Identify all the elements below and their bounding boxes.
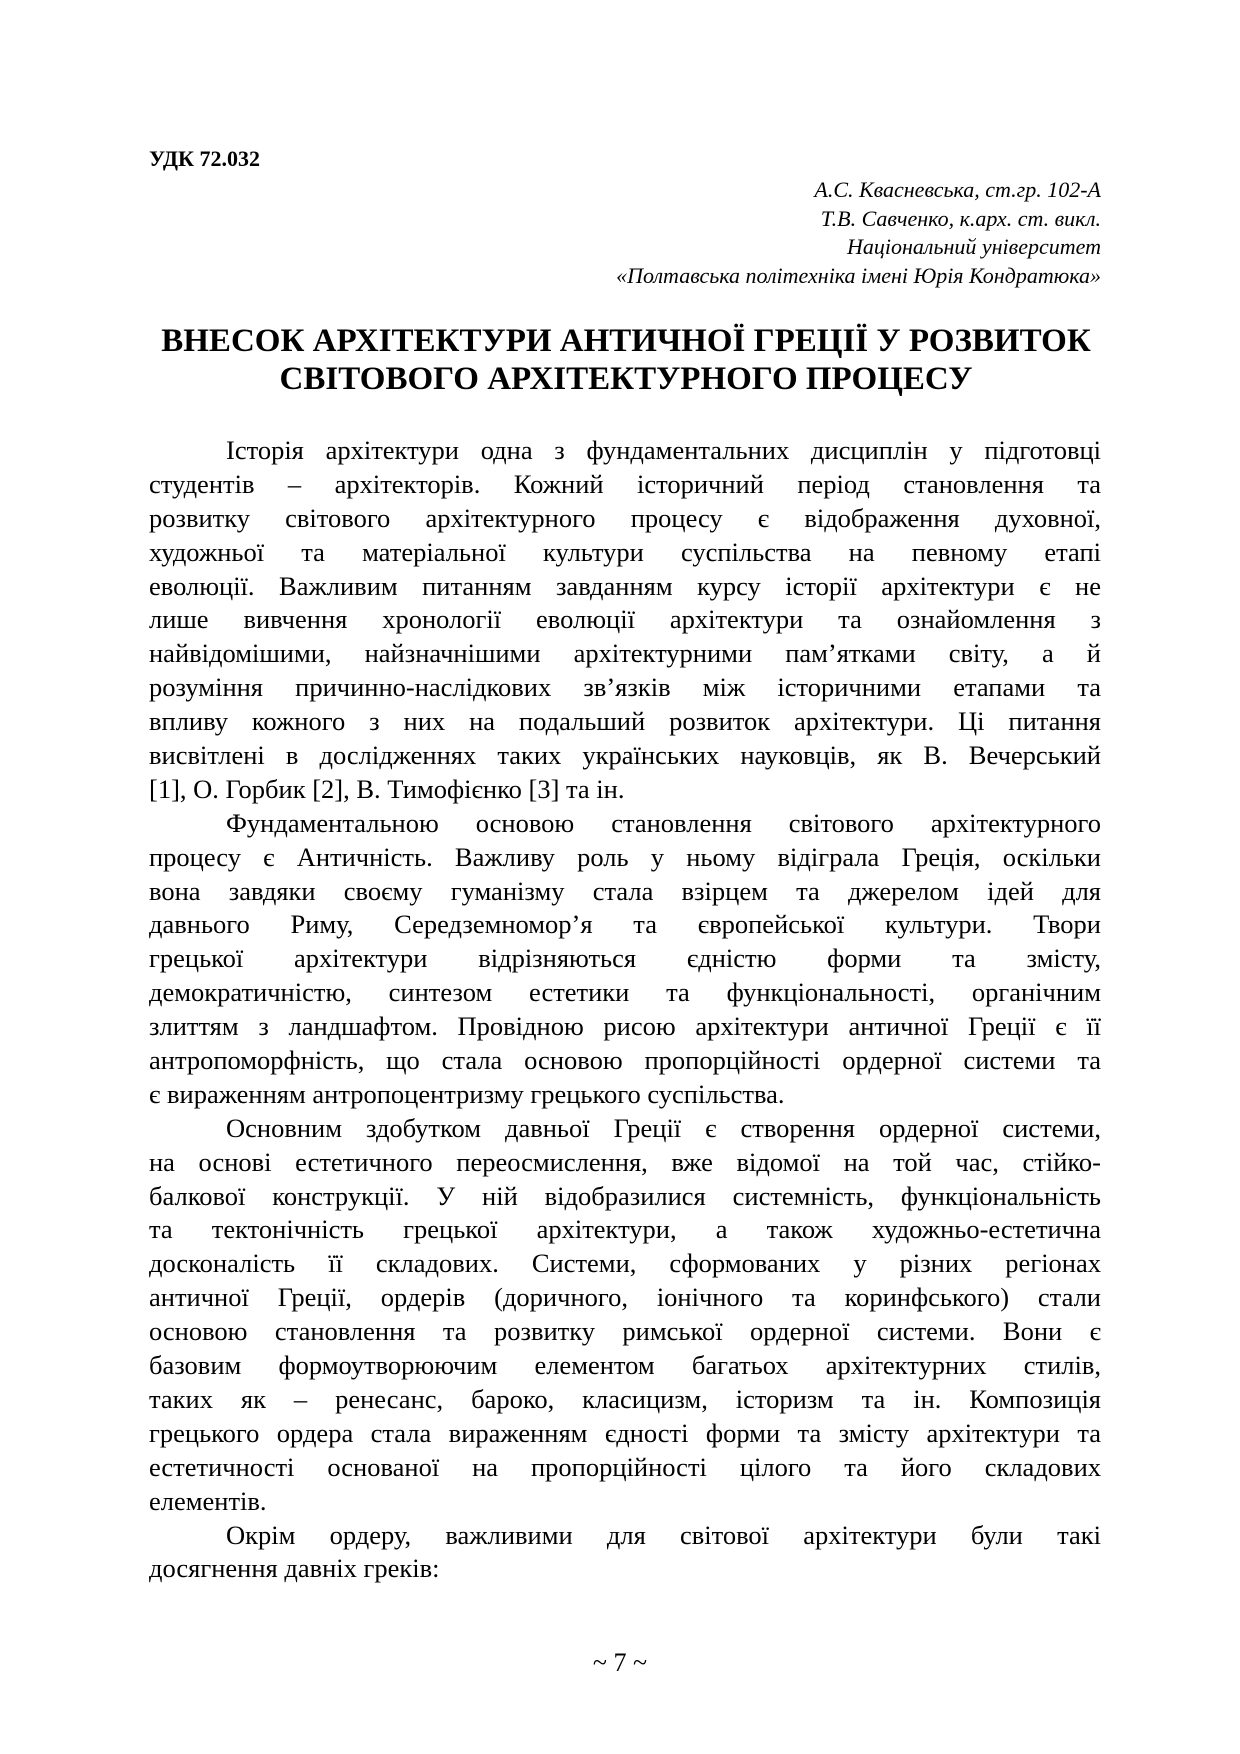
text-line: Окрім ордеру, важливими для світової архітектури були такі [226,1519,1101,1550]
text-line: демократичністю, синтезом естетики та функціональності, органічним [149,977,1101,1008]
author-2: Т.В. Савченко, к.арх. ст. викл. [820,205,1101,231]
text-line: еволюції. Важливим питанням завданням курсу історії архітектури є не [149,570,1101,601]
text-line: антропоморфність, що стала основою пропорційності ордерної системи та [149,1045,1101,1076]
text-line: [1], О. Горбик [2], В. Тимофієнко [3] та ін. [149,773,625,804]
paragraph [149,1112,1101,1519]
text-line: естетичності основаної на пропорційності цілого та його складових [149,1451,1101,1482]
affiliation-line-2: «Полтавська політехніка імені Юрія Кондратюка» [616,262,1101,288]
text-line: Фундаментальною основою становлення світового архітектурного [226,807,1101,838]
paragraph [149,434,1101,807]
text-line: балкової конструкції. У ній відобразилися системність, функціональність [149,1180,1101,1211]
text-line: вона завдяки своєму гуманізму стала взірцем та джерелом ідей для [149,875,1101,906]
text-line: грецької архітектури відрізняються єдністю форми та змісту, [149,943,1101,974]
text-line: найвідомішими, найзначнішими архітектурними пам’ятками світу, а й [149,638,1101,669]
text-line: Основним здобутком давньої Греції є створення ордерної системи, [226,1112,1101,1143]
text-line: Історія архітектури одна з фундаментальних дисциплін у підготовці [226,435,1101,465]
text-line: елементів. [149,1485,267,1516]
text-line: та тектонічність грецької архітектури, а також художньо-естетична [149,1214,1101,1245]
article-body [149,434,1101,1586]
page-number: ~ 7 ~ [592,1648,648,1677]
author-block [616,176,1101,290]
text-line: основою становлення та розвитку римської ордерної системи. Вони є [149,1316,1101,1347]
text-line: досконалість її складових. Системи, сформованих у різних регіонах [149,1248,1101,1279]
text-line: лише вивчення хронології еволюції архітектури та ознайомлення з [149,604,1101,635]
text-line: таких як – ренесанс, бароко, класицизм, історизм та ін. Композиція [149,1383,1101,1414]
text-line: базовим формоутворюючим елементом багатьох архітектурних стилів, [149,1350,1101,1381]
text-line: давнього Риму, Середземномор’я та європейської культури. Твори [149,909,1101,940]
text-line: є вираженням антропоцентризму грецького суспільства. [149,1078,785,1109]
text-line: студентів – архітекторів. Кожний історичний період становлення та [149,468,1101,499]
title-line-1: ВНЕСОК АРХІТЕКТУРИ АНТИЧНОЇ ГРЕЦІЇ У РОЗВИТОК [161,323,1091,359]
text-line: грецького ордера стала вираженням єдності форми та змісту архітектури та [149,1417,1101,1448]
text-line: процесу є Античність. Важливу роль у ньому відіграла Греція, оскільки [149,841,1101,872]
title-line-2: СВІТОВОГО АРХІТЕКТУРНОГО ПРОЦЕСУ [279,361,973,397]
text-line: розвитку світового архітектурного процесу є відображення духовної, [149,502,1101,533]
text-line: на основі естетичного переосмислення, вже відомої на той час, стійко- [149,1146,1101,1177]
text-line: розуміння причинно-наслідкових зв’язків між історичними етапами та [149,672,1101,703]
article-title [140,322,1112,398]
affiliation-line-1: Національний університет [846,234,1101,259]
paragraph [149,807,1101,1112]
text-line: злиттям з ландшафтом. Провідною рисою архітектури античної Греції є її [149,1011,1101,1042]
paragraph [149,1519,1101,1587]
text-line: досягнення давніх греків: [149,1553,440,1584]
udc-code: УДК 72.032 [149,146,261,171]
text-line: античної Греції, ордерів (доричного, іонічного та коринфського) стали [149,1282,1101,1313]
text-line: висвітлені в дослідженнях таких українських науковців, як В. Вечерський [149,740,1101,771]
text-line: художньої та матеріальної культури суспільства на певному етапі [149,536,1101,567]
author-1: А.С. Квасневська, ст.гр. 102-А [814,177,1101,202]
text-line: впливу кожного з них на подальший розвиток архітектури. Ці питання [149,706,1101,737]
